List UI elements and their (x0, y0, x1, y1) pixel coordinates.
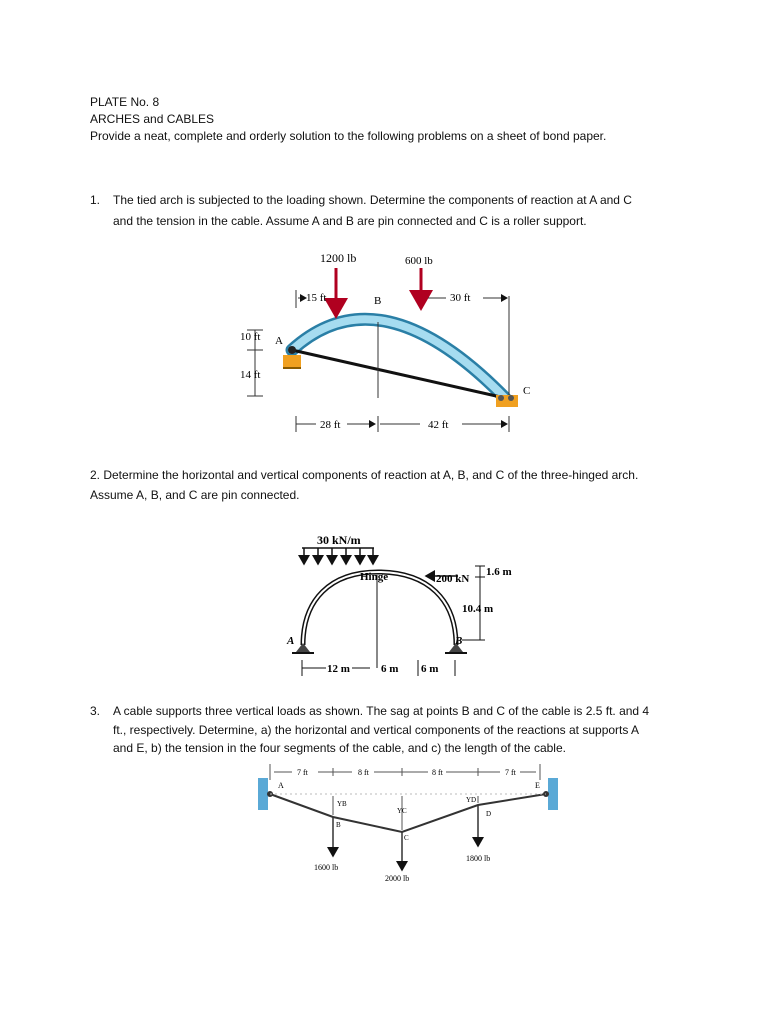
load-2000-label: 2000 lb (385, 874, 410, 883)
problem3-line3: and E, b) the tension in the four segments of the cable, and c) the length of the cable. (113, 741, 566, 755)
dim-6b-label: 6 m (421, 663, 439, 675)
point-b-label: B (374, 295, 382, 307)
dim-10-4-label: 10.4 m (462, 603, 494, 615)
plate-number: PLATE No. 8 (90, 95, 160, 109)
dim-10-label: 10 ft (240, 331, 261, 343)
problem1-line1: The tied arch is subjected to the loading shown. Determine the components of reaction at A and C (113, 193, 632, 207)
point-b-label: B (336, 821, 341, 829)
problem3-number: 3. (90, 704, 101, 718)
problem2-line2: Assume A, B, and C are pin connected. (90, 488, 300, 502)
point-a-label: A (287, 635, 295, 647)
dim-30-label: 30 ft (450, 292, 471, 304)
dim-6a-label: 6 m (381, 663, 399, 675)
dim-1-6-label: 1.6 m (486, 566, 512, 578)
cable-line (270, 794, 546, 832)
hinge-label: Hinge (360, 571, 389, 583)
dim-7a-label: 7 ft (297, 768, 308, 777)
load-1800-label: 1800 lb (466, 854, 491, 863)
dim-8a-label: 8 ft (358, 768, 369, 777)
problem2-line1: 2. Determine the horizontal and vertical components of reaction at A, B, and C of the three-hinged arch. (90, 468, 639, 482)
yc-label: YC (397, 807, 407, 815)
dim-42-label: 42 ft (428, 419, 449, 431)
point-b-label: B (455, 635, 463, 647)
point-a-label: A (275, 335, 283, 347)
load-1600-label: 1600 lb (314, 863, 339, 872)
dim-15-label: 15 ft (306, 292, 327, 304)
subject-title: ARCHES and CABLES (90, 112, 215, 126)
dim-8b-label: 8 ft (432, 768, 443, 777)
yb-label: YB (337, 800, 347, 808)
point-d-label: D (486, 810, 492, 818)
problem3-line2: ft., respectively. Determine, a) the horizontal and vertical components of the reactions at supports A (113, 723, 640, 737)
instruction-text: Provide a neat, complete and orderly solution to the following problems on a sheet of bond paper. (90, 129, 607, 143)
load-600-label: 600 lb (405, 255, 433, 267)
point-a-label: A (278, 781, 284, 790)
load-1200-label: 1200 lb (320, 251, 357, 265)
dim-7b-label: 7 ft (505, 768, 516, 777)
point-c-label: C (404, 834, 409, 842)
problem1-number: 1. (90, 193, 101, 207)
dim-14-label: 14 ft (240, 369, 261, 381)
distributed-load-label: 30 kN/m (317, 533, 361, 547)
problem3-line1: A cable supports three vertical loads as shown. The sag at points B and C of the cable is 2.5 ft. and 4 (113, 704, 650, 718)
dim-28-label: 28 ft (320, 419, 341, 431)
problem1-line2: and the tension in the cable. Assume A and B are pin connected and C is a roller support. (113, 214, 587, 228)
point-c-label: C (523, 385, 531, 397)
point-e-label: E (535, 781, 540, 790)
force-200-label: 200 kN (436, 573, 470, 585)
yd-label: YD (466, 796, 477, 804)
dim-12-label: 12 m (327, 663, 350, 675)
